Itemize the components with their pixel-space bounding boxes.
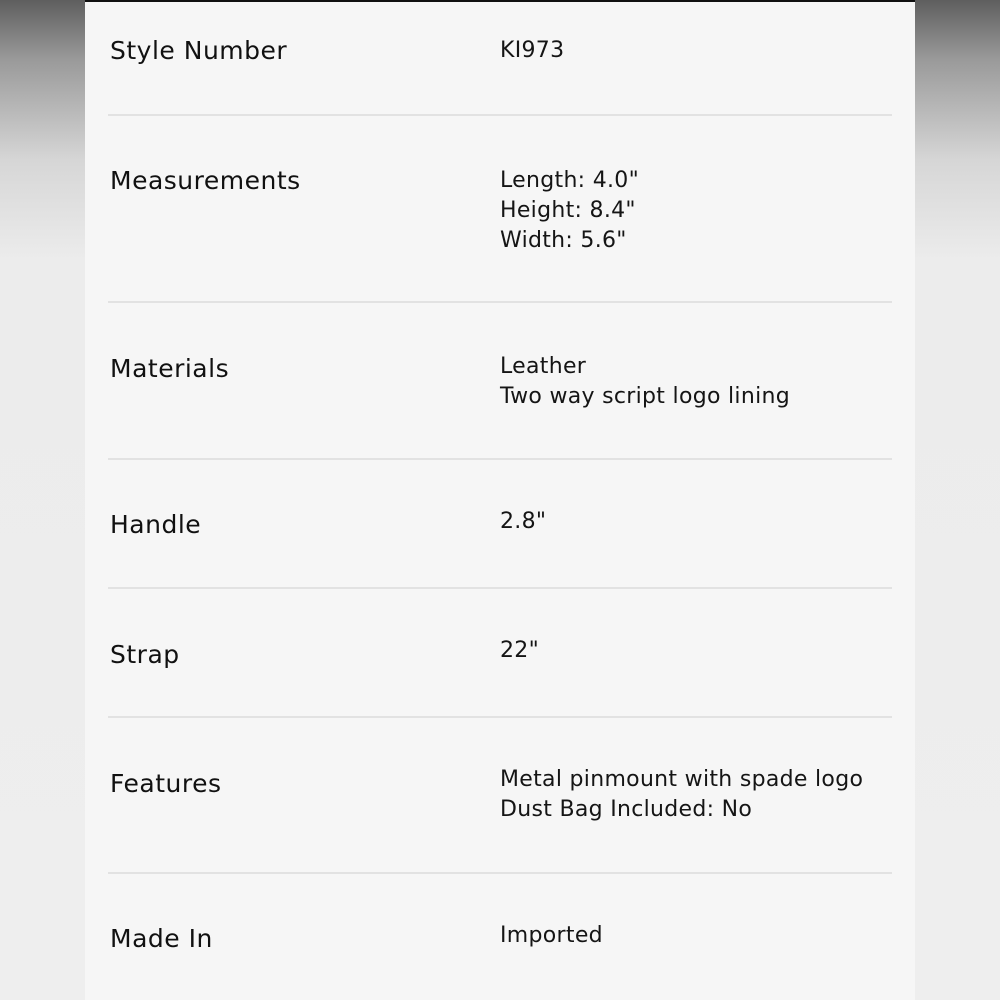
row-divider <box>108 301 892 303</box>
spec-value-line: Two way script logo lining <box>500 384 791 409</box>
spec-label: Style Number <box>110 36 288 65</box>
spec-label: Measurements <box>110 166 301 195</box>
spec-value-line: Width: 5.6" <box>500 228 627 253</box>
row-divider <box>108 587 892 589</box>
spec-value-line: Dust Bag Included: No <box>500 797 753 822</box>
row-divider <box>108 458 892 460</box>
spec-value-line: Metal pinmount with spade logo <box>500 767 864 792</box>
spec-value-line: Imported <box>500 923 603 948</box>
spec-value <box>500 507 546 537</box>
spec-label: Materials <box>110 354 230 383</box>
spec-value-line: Leather <box>500 354 587 379</box>
spec-value <box>500 36 564 66</box>
spec-label: Strap <box>110 640 180 669</box>
spec-value-line: Height: 8.4" <box>500 198 636 223</box>
row-divider <box>108 716 892 718</box>
spec-value-line: Length: 4.0" <box>500 168 639 193</box>
spec-value <box>500 636 539 666</box>
spec-label: Made In <box>110 924 213 953</box>
spec-value-line: 2.8" <box>500 509 547 534</box>
spec-value <box>500 352 790 412</box>
spec-label: Handle <box>110 510 202 539</box>
spec-label: Features <box>110 769 222 798</box>
spec-value <box>500 921 603 951</box>
spec-value <box>500 765 863 825</box>
product-details-panel <box>85 0 915 1000</box>
row-divider <box>108 872 892 874</box>
row-divider <box>108 114 892 116</box>
spec-value-line: 22" <box>500 638 540 663</box>
spec-value-line: KI973 <box>500 38 565 63</box>
spec-value <box>500 166 639 256</box>
